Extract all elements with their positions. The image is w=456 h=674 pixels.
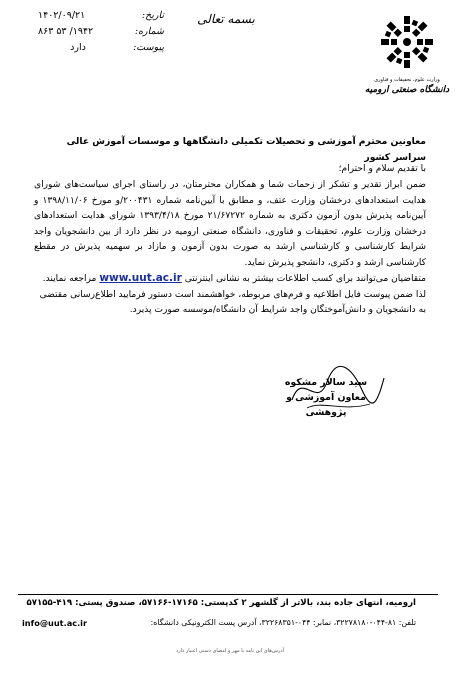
website-link[interactable]: www.uut.ac.ir [99, 272, 182, 284]
attachment-row [38, 42, 164, 58]
paragraph-2-end: مراجعه نمایند. لذا ضمن پیوست فایل اطلاعیه و فرم‌های مربوطه، خواهشمند است دستور فرمایید اطلاع‌رسانی مقتضی به دانشجویان و دانش‌آموختگان واجد شرایط آن دانشگاه/موسسه صورت پذیرد. [39, 274, 426, 315]
attachment-label: پیوست: [133, 42, 164, 53]
letter-meta [38, 10, 164, 58]
paragraph-1: ضمن ابراز تقدیر و تشکر از زحمات شما و همکاران محترمتان، در راستای اجرای سیاست‌های شورای هدایت استعدادهای درخشان وزارت عتف، و مطابق با آیین‌نامه شماره ۲۰۰۴۳۱/و مورخ ۱۳۹۸/۱۱/۰۶ و آیین‌نامه پذیرش بدون آزمون دکتری به شماره ۲۱/۶۷۲۷۲ مورخ ۱۳۹۳/۴/۱۸ شورای هدایت استعدادهای درخشان وزارت علوم، تحقیقات و فناوری، دانشگاه صنعتی ارومیه در نظر دارد از بین دانشجویان واجد شرایط کارشناسی و کارشناسی ارشد به صورت بدون آزمون و مازاد بر سهمیه پذیرش در مقطع کارشناسی ارشد و دکتری، دانشجو پذیرش نماید. [34, 180, 426, 268]
university-logo [364, 8, 450, 96]
signer-title: معاون آموزشی و پژوهشی [286, 392, 366, 418]
letter-body [34, 178, 426, 319]
recipient-line: معاونین محترم آموزشی و تحصیلات تکمیلی دانشگاهها و موسسات آموزش عالی سراسر کشور [66, 136, 426, 163]
footer-contact-line [22, 618, 416, 632]
number-value: ۸۶۳ ۵۳ /۱۹۴۲ [38, 26, 94, 37]
attachment-value: دارد [70, 42, 86, 53]
number-label: شماره: [134, 26, 164, 37]
university-name: دانشگاه صنعتی ارومیه [364, 85, 450, 95]
date-value: ۱۴۰۲/۰۹/۲۱ [38, 10, 86, 21]
footer-address: ارومیه، انتهای جاده بند، بالاتر از گلشهر ۲ کدپستی: ۱۷۱۶۵-۵۷۱۶۶، صندوق پستی: ۴۱۹-۵۷۱۵۵ [26, 598, 416, 608]
greeting: با تقدیم سلام و احترام؛ [338, 164, 426, 174]
footer-divider [18, 594, 438, 595]
ministry-name: وزارت علوم، تحقیقات و فناوری [374, 77, 440, 83]
footer [22, 598, 416, 632]
footer-contact: تلفن: ۸۱-۰۴۴-۳۲۲۷۸۱۸۰، نمابر: ۰۴۴-۳۲۲۶۸۳۵۱، آدرس پست الکترونیکی دانشگاه: [150, 618, 416, 627]
date-row [38, 10, 164, 26]
footer-email[interactable]: info@uut.ac.ir [22, 618, 88, 628]
footer-note: آدرس‌های این نامه با مهر و امضای دستی اعتبار دارد [176, 648, 284, 654]
date-label: تاریخ: [141, 10, 164, 21]
signer-name: سید سالار مشکوه [284, 377, 368, 388]
signature-block [266, 375, 386, 420]
paragraph-2-start: متقاضیان می‌توانند برای کسب اطلاعات بیشتر به نشانی اینترنتی [184, 274, 426, 284]
paragraph-2 [34, 271, 426, 319]
number-row [38, 26, 164, 42]
bismillah-heading: بسمه تعالی [197, 12, 255, 26]
